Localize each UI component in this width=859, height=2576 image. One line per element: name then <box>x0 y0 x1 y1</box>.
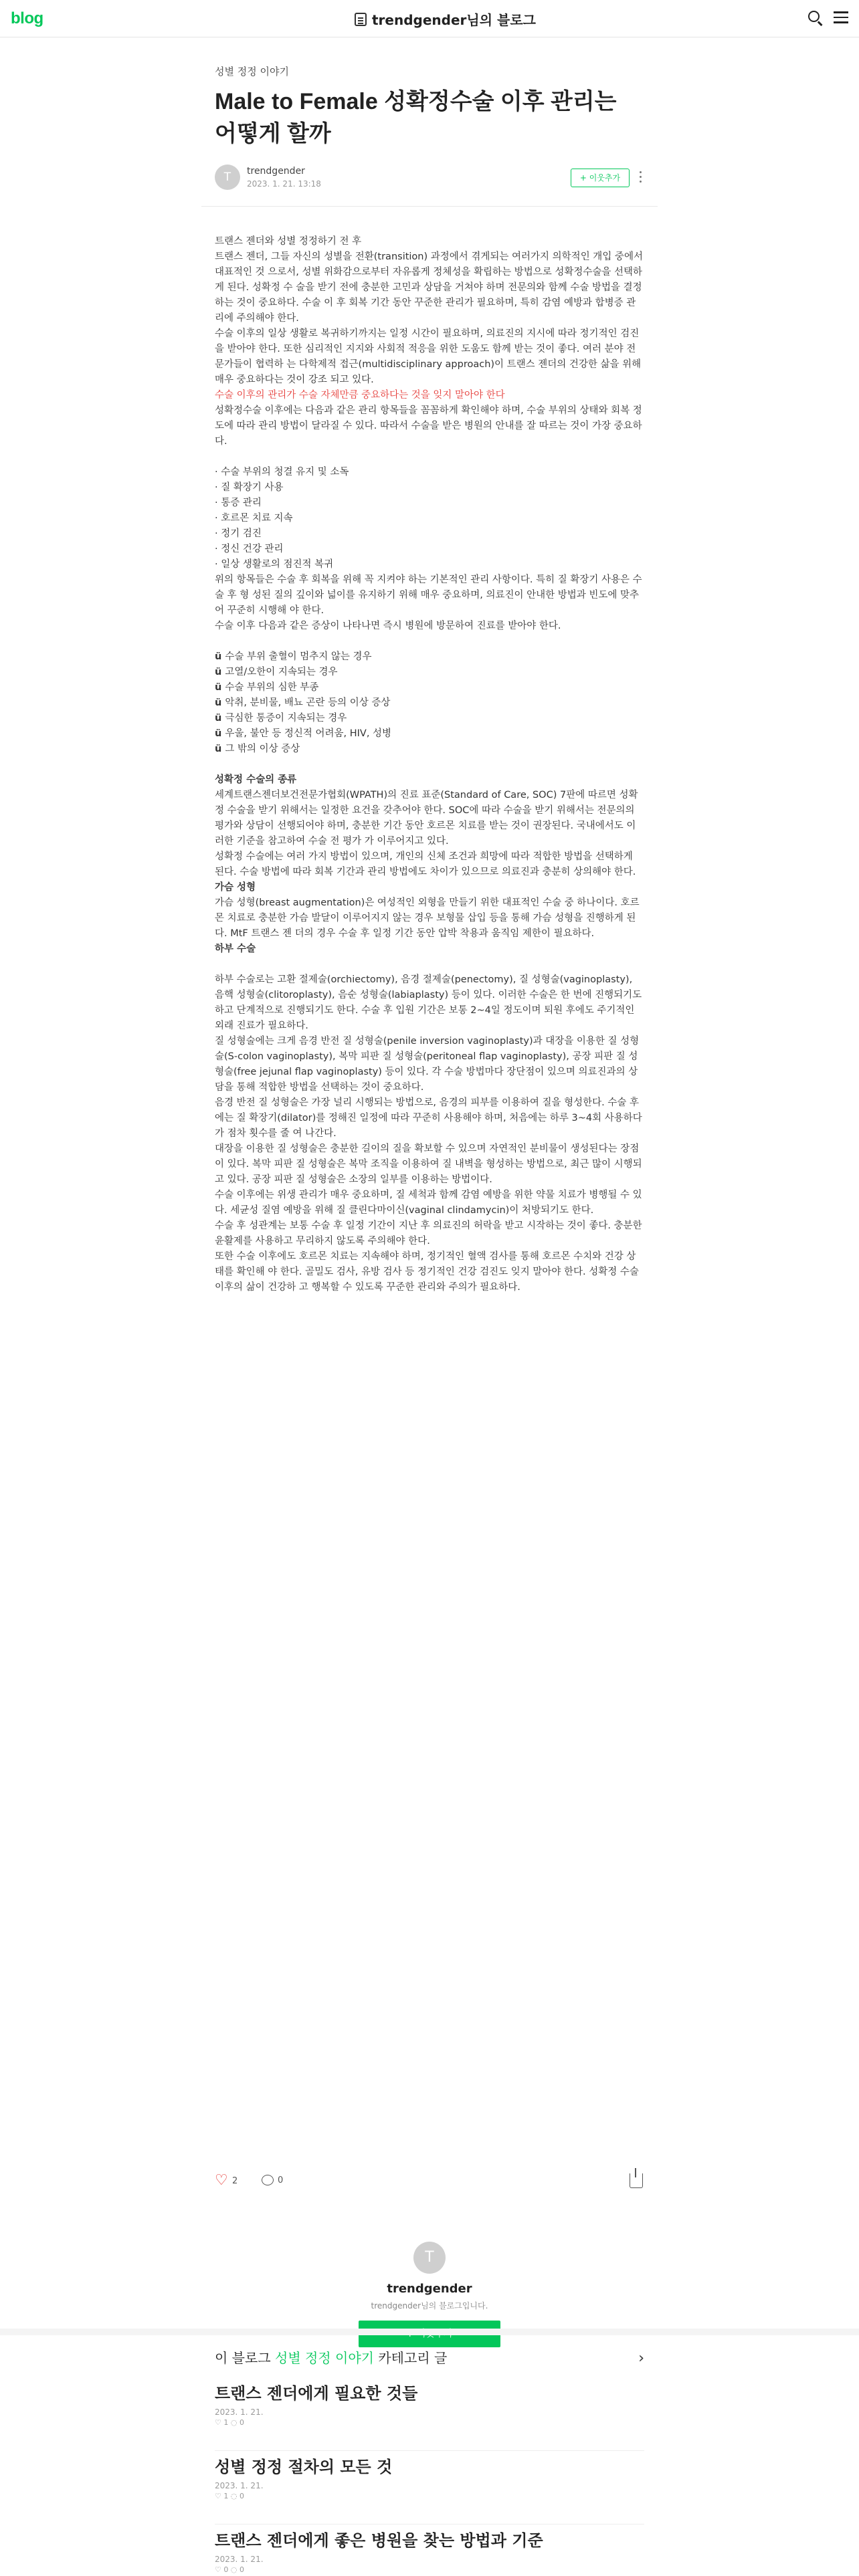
body-paragraph: 수술 이후에는 위생 관리가 매우 중요하며, 질 세척과 함께 감염 예방을 위한 약물 치료가 병행될 수 있다. 세균성 질염 예방을 위해 질 클린다마이신(vaginal clindamycin)이 처방되기도 한다. <box>215 1190 642 1216</box>
spacer <box>215 957 644 972</box>
care-list <box>215 465 644 572</box>
author-row <box>215 162 644 194</box>
checklist-item: ü 우울, 불안 등 정신적 어려움, HIV, 성병 <box>215 726 644 742</box>
hamburger-line <box>834 21 848 23</box>
menu-button[interactable] <box>834 11 848 25</box>
add-neighbor-button[interactable]: + 이웃추가 <box>571 169 630 187</box>
hamburger-icon <box>834 11 848 13</box>
related-heading[interactable] <box>215 2347 644 2367</box>
body-paragraph: 가슴 성형(breast augmentation)은 여성적인 외형을 만들기 위한 대표적인 수술 중 하나이다. 호르몬 치료로 충분한 가슴 발달이 이루어지지 않는 경우 보형물 삽입 등을 통해 가슴 성형을 진행하게 된다. MtF 트랜스 젠 더의 경우 수술 후 일정 기간 동안 압박 착용과 움직임 제한이 필요하다. <box>215 897 640 939</box>
top-navigation-bar <box>0 0 859 37</box>
related-post-stats: ♡ 1 ◌ 0 <box>215 2492 244 2500</box>
body-paragraph: 트랜스 젠더, 그들 자신의 성별을 전환(transition) 과정에서 겪게되는 여러가지 의학적인 개입 중에서 대표적인 것 으로서, 성별 위화감으로부터 자유롭게 정체성을 확립하는 방법으로 성확정수술을 선택하게 된다. 성확정 수 술을 받기 전에 충분한 고민과 상담을 거쳐야 하며 전문의와 함께 수술 방법을 결정하는 것이 중요하다. 수술 이 후 회복 기간 동안 꾸준한 관리가 필요하며, 특히 감염 예방과 합병증 관리에 주의해야 한다. <box>215 251 643 324</box>
blog-home-icon <box>355 13 367 26</box>
hamburger-line <box>834 17 848 19</box>
related-post-stats: ♡ 1 ◌ 0 <box>215 2418 244 2427</box>
comment-count: 0 <box>278 2175 284 2185</box>
search-icon <box>808 11 820 22</box>
related-post-date: 2023. 1. 21. <box>215 2555 264 2564</box>
related-heading-category: 성별 정정 이야기 <box>275 2350 374 2366</box>
list-item: · 통증 관리 <box>215 496 644 511</box>
body-paragraph: 세계트랜스젠더보건전문가협회(WPATH)의 진료 표준(Standard of Care, SOC) 7판에 따르면 성확정 수술을 받기 위해서는 일정한 요건을 갖추어야 한다. SOC에 따라 수술을 받기 위해서는 전문의의 평가와 상담이 선행되어야 하며, 충분한 기간 동안 호르몬 치료를 받는 것이 권장된다. 국내에서도 이러한 기준을 참고하여 수술 전 평가 가 이루어지고 있다. <box>215 790 638 847</box>
more-dots-icon <box>640 171 642 173</box>
related-like-count: 0 <box>223 2565 229 2574</box>
related-heading-suffix: 카테고리 글 <box>373 2350 448 2366</box>
related-post-title[interactable]: 트랜스 젠더에게 좋은 병원을 찾는 방법과 기준 <box>215 2531 543 2550</box>
body-paragraph: 수술 이후 다음과 같은 증상이 나타나면 즉시 병원에 방문하여 진료를 받아야 한다. <box>215 621 561 631</box>
body-paragraph: 대장을 이용한 질 성형술은 충분한 길이의 질을 확보할 수 있으며 자연적인 분비물이 생성된다는 장점이 있다. 복막 피판 질 성형술은 복막 조직을 이용하여 질 내벽을 형성하는 방법으로, 최근 많이 시행되고 있다. 공장 피판 질 성형술은 소장의 일부를 이용하는 방법이다. <box>215 1144 642 1185</box>
post-actions <box>215 2168 644 2195</box>
spacer <box>215 449 644 465</box>
header-divider <box>201 206 658 207</box>
blog-logo[interactable]: blog <box>11 9 43 27</box>
list-item: · 일상 생활로의 점진적 복귀 <box>215 557 644 572</box>
list-item: · 수술 부위의 청결 유지 및 소독 <box>215 465 644 480</box>
checklist-item: ü 악취, 분비물, 배뇨 곤란 등의 이상 증상 <box>215 695 644 711</box>
related-post-title[interactable]: 트랜스 젠더에게 필요한 것들 <box>215 2384 418 2403</box>
author-avatar[interactable]: T <box>215 165 240 190</box>
related-comment-count: 0 <box>239 2418 244 2427</box>
checklist-item: ü 그 밖의 이상 증상 <box>215 742 644 757</box>
related-post-item[interactable] <box>215 2382 644 2427</box>
post-date: 2023. 1. 21. 13:18 <box>247 179 321 189</box>
checklist-item: ü 수술 부위 출혈이 멈추지 않는 경우 <box>215 649 644 665</box>
author-name[interactable]: trendgender <box>247 166 305 177</box>
search-icon-handle <box>818 21 822 25</box>
related-post-date: 2023. 1. 21. <box>215 2481 264 2490</box>
checklist-item: ü 고열/오한이 지속되는 경우 <box>215 665 644 680</box>
blog-title: trendgender님의 블로그 <box>372 12 536 28</box>
post-category[interactable]: 성별 정정 이야기 <box>215 66 289 78</box>
more-dot <box>640 176 642 178</box>
section-separator <box>0 2329 859 2335</box>
like-button[interactable] <box>215 2175 237 2187</box>
related-divider <box>215 2524 644 2525</box>
section-heading: 성확정 수술의 종류 <box>215 774 297 785</box>
related-post-item[interactable] <box>215 2529 644 2574</box>
share-icon[interactable] <box>630 2173 643 2188</box>
profile-avatar[interactable]: T <box>413 2242 446 2274</box>
checklist-item: ü 수술 부위의 심한 부종 <box>215 680 644 695</box>
related-like-count: 1 <box>223 2418 229 2427</box>
post-title: Male to Female 성확정수술 이후 관리는 어떻게 할까 <box>215 89 617 146</box>
blog-title-link[interactable] <box>355 9 536 29</box>
list-item: · 호르몬 치료 지속 <box>215 511 644 526</box>
related-like-count: 1 <box>223 2492 229 2500</box>
body-paragraph: 위의 항목들은 수술 후 회복을 위해 꼭 지켜야 하는 기본적인 관리 사항이다. 특히 질 확장기 사용은 수술 후 형 성된 질의 깊이와 넓이를 유지하기 위해 매우 중요하며, 의료진이 안내한 방법과 빈도에 맞추어 꾸준히 시행해 야 한다. <box>215 574 642 616</box>
body-paragraph: 성확정수술 이후에는 다음과 같은 관리 항목들을 꼼꼼하게 확인해야 하며, 수술 부위의 상태와 회복 정도에 따라 관리 방법이 달라질 수 있다. 따라서 수술을 받은 병원의 안내를 잘 따르는 것이 가장 중요하다. <box>215 405 642 447</box>
profile-description: trendgender님의 블로그입니다. <box>371 2301 488 2311</box>
list-item: · 질 확장기 사용 <box>215 480 644 496</box>
list-item: · 정신 건강 관리 <box>215 542 644 557</box>
related-heading-prefix: 이 블로그 <box>215 2350 275 2366</box>
comment-button[interactable] <box>262 2175 283 2185</box>
section-heading: 하부 수술 <box>215 944 256 954</box>
heart-icon <box>215 2175 228 2187</box>
body-paragraph: 성확정 수술에는 여러 가지 방법이 있으며, 개인의 신체 조건과 희망에 따라 적합한 방법을 선택하게 된다. 수술 방법에 따라 회복 기간과 관리 방법에도 차이가 있으므로 의료진과 충분히 상의해야 한다. <box>215 851 636 877</box>
body-paragraph: 질 성형술에는 크게 음경 반전 질 성형술(penile inversion vaginoplasty)과 대장을 이용한 질 성형술(S-colon vaginoplasty), 복막 피판 질 성형술(peritoneal flap vaginoplasty), 공장 피판 질 성형술(free jejunal flap vaginoplasty) 등이 있다. 각 수술 방법마다 장단점이 있으며 의료진과의 상담을 통해 적합한 방법을 선택하는 것이 중요하다. <box>215 1036 640 1093</box>
profile-name[interactable]: trendgender <box>387 2282 472 2296</box>
related-comment-count: 0 <box>239 2565 244 2574</box>
checklist-item: ü 극심한 통증이 지속되는 경우 <box>215 711 644 726</box>
related-post-stats: ♡ 0 ◌ 0 <box>215 2565 244 2574</box>
like-count: 2 <box>232 2175 238 2186</box>
list-item: · 정기 검진 <box>215 526 644 542</box>
highlighted-text: 수술 이후의 관리가 수술 자체만큼 중요하다는 것을 잊지 말아야 한다 <box>215 390 505 401</box>
comment-icon <box>262 2175 274 2185</box>
post-body <box>215 234 644 1295</box>
section-heading: 가슴 성형 <box>215 882 256 893</box>
search-button[interactable] <box>807 9 824 27</box>
body-paragraph: 수술 후 성관계는 보통 수술 후 일정 기간이 지난 후 의료진의 허락을 받고 시작하는 것이 좋다. 충분한 윤활제를 사용하고 무리하지 않도록 주의해야 한다. <box>215 1220 642 1247</box>
related-post-date: 2023. 1. 21. <box>215 2407 264 2417</box>
chevron-right-icon[interactable]: › <box>638 2350 644 2367</box>
spacer <box>215 757 644 772</box>
body-paragraph: 트랜스 젠더와 성별 정정하기 전 후 <box>215 236 362 247</box>
related-post-item[interactable] <box>215 2456 644 2500</box>
body-paragraph: 음경 반전 질 성형술은 가장 널리 시행되는 방법으로, 음경의 피부를 이용하여 질을 형성한다. 수술 후에는 질 확장기(dilator)를 정해진 일정에 따라 꾸준히 사용해야 하며, 처음에는 하루 3~4회 사용하다가 점차 횟수를 줄 여 나간다. <box>215 1097 642 1139</box>
body-paragraph: 수술 이후의 일상 생활로 복귀하기까지는 일정 시간이 필요하며, 의료진의 지시에 따라 정기적인 검진을 받아야 한다. 또한 심리적인 지지와 사회적 적응을 위한 도움도 함께 받는 것이 좋다. 여러 분야 전문가들이 협력하 는 다학제적 접근(multidisciplinary approach)이 트랜스 젠더의 건강한 삶을 위해 매우 중요하다는 것이 강조 되고 있다. <box>215 328 642 385</box>
body-paragraph: 또한 수술 이후에도 호르몬 치료는 지속해야 하며, 정기적인 혈액 검사를 통해 호르몬 수치와 건강 상태를 확인해 야 한다. 골밀도 검사, 유방 검사 등 정기적인 건강 검진도 잊지 말아야 한다. 성확정 수술 이후의 삶이 건강하 고 행복할 수 있도록 꾸준한 관리와 주의가 필요하다. <box>215 1251 639 1293</box>
more-options-button[interactable] <box>636 169 644 187</box>
more-dot <box>640 181 642 183</box>
spacer <box>215 634 644 649</box>
related-divider <box>215 2450 644 2451</box>
related-comment-count: 0 <box>239 2492 244 2500</box>
body-paragraph: 하부 수술로는 고환 절제술(orchiectomy), 음경 절제술(penectomy), 질 성형술(vaginoplasty), 음핵 성형술(clitoroplasty), 음순 성형술(labiaplasty) 등이 있다. 이러한 수술은 한 번에 진행되기도 하고 단계적으로 진행되기도 한다. 수술 후 입원 기간은 보통 2~4일 정도이며 퇴원 후에도 주기적인 외래 진료가 필요하다. <box>215 974 642 1031</box>
related-post-title[interactable]: 성별 정정 절차의 모든 것 <box>215 2458 393 2476</box>
